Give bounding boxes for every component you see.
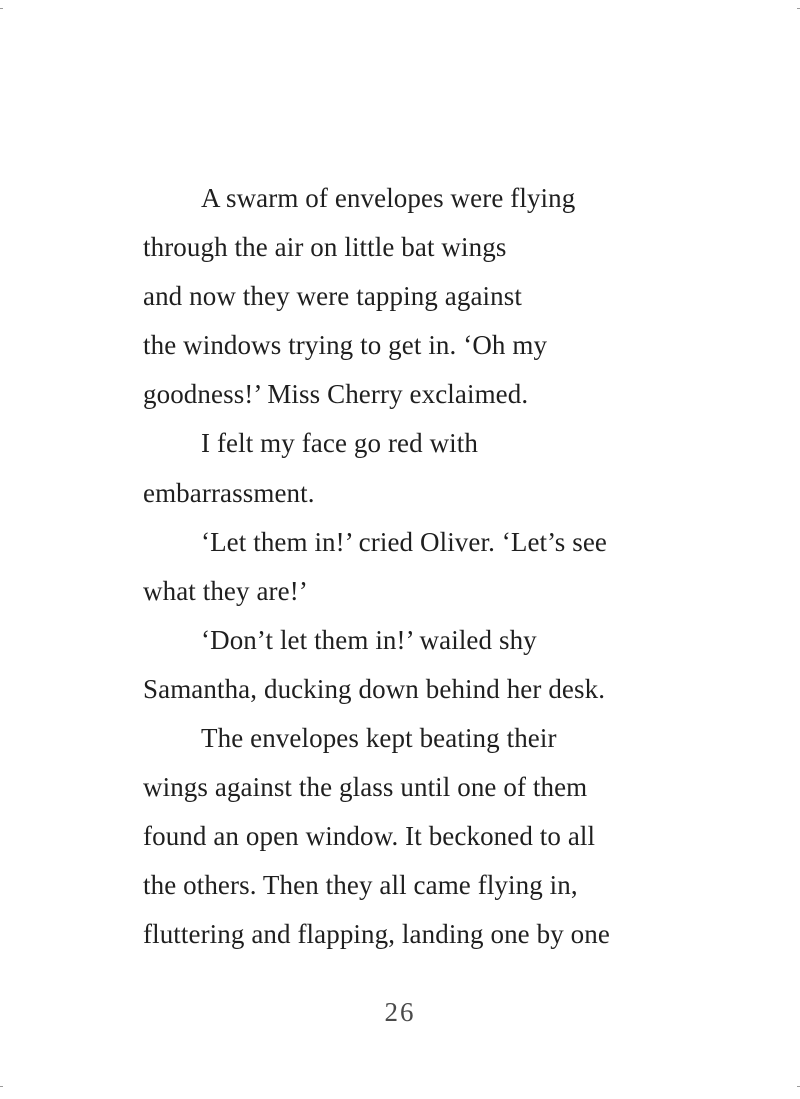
text-line: the others. Then they all came flying in,: [143, 870, 578, 901]
body-text: [143, 174, 663, 960]
text-line: I felt my face go red with: [201, 428, 478, 459]
text-line: A swarm of envelopes were flying: [201, 183, 576, 213]
text-line: goodness!’ Miss Cherry exclaimed.: [143, 379, 529, 410]
text-line: wings against the glass until one of them: [143, 772, 588, 803]
text-line: the windows trying to get in. ‘Oh my: [143, 330, 548, 361]
text-line: what they are!’: [143, 575, 308, 606]
text-line: The envelopes kept beating their: [201, 723, 557, 754]
crop-mark-top-left: [0, 8, 3, 9]
crop-mark-bottom-left: [0, 1086, 3, 1087]
text-line: through the air on little bat wings: [143, 232, 507, 263]
text-line: found an open window. It beckoned to all: [143, 821, 596, 852]
text-line: embarrassment.: [143, 477, 315, 508]
text-line: Samantha, ducking down behind her desk.: [143, 673, 606, 704]
text-line: and now they were tapping against: [143, 281, 522, 312]
text-line: fluttering and flapping, landing one by one: [143, 919, 610, 950]
text-line: ‘Let them in!’ cried Oliver. ‘Let’s see: [201, 526, 607, 557]
page-number: 26: [384, 997, 416, 1027]
text-line: ‘Don’t let them in!’ wailed shy: [201, 624, 537, 655]
